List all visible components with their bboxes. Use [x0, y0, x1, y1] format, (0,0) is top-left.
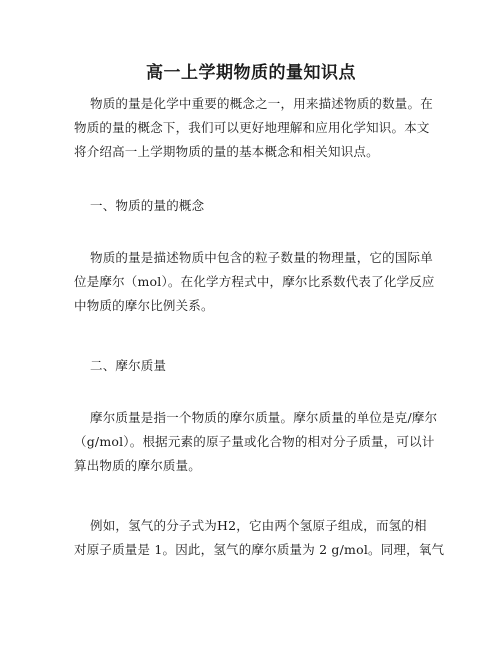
- intro-line-1: 物质的量是化学中重要的概念之一，用来描述物质的数量。在: [90, 96, 433, 111]
- section-2-para-1-line-2: （g/mol）。根据元素的原子量或化合物的相对分子质量，可以计: [74, 434, 435, 449]
- section-1-line-1: 物质的量是描述物质中包含的粒子数量的物理量，它的国际单: [90, 250, 433, 265]
- section-1-line-2: 位是摩尔（mol）。在化学方程式中，摩尔比系数代表了化学反应: [74, 274, 435, 289]
- intro-line-2: 物质的量的概念下，我们可以更好地理解和应用化学知识。本文: [74, 120, 430, 135]
- section-1-heading: 一、物质的量的概念: [90, 198, 205, 213]
- section-2-para-2-line-1: 例如，氢气的分子式为H2，它由两个氢原子组成，而氢的相: [90, 518, 427, 533]
- section-2-heading: 二、摩尔质量: [90, 358, 167, 373]
- section-2-para-1-line-3: 算出物质的摩尔质量。: [74, 458, 202, 473]
- intro-line-3: 将介绍高一上学期物质的量的基本概念和相关知识点。: [74, 144, 379, 159]
- section-2-para-1-line-1: 摩尔质量是指一个物质的摩尔质量。摩尔质量的单位是克/摩尔: [90, 410, 438, 425]
- section-2-para-2-line-2: 对原子质量是 1。因此，氢气的摩尔质量为 2 g/mol。同理，氧气: [74, 542, 445, 557]
- section-1-line-3: 中物质的摩尔比例关系。: [74, 298, 214, 313]
- document-title: 高一上学期物质的量知识点: [146, 63, 356, 83]
